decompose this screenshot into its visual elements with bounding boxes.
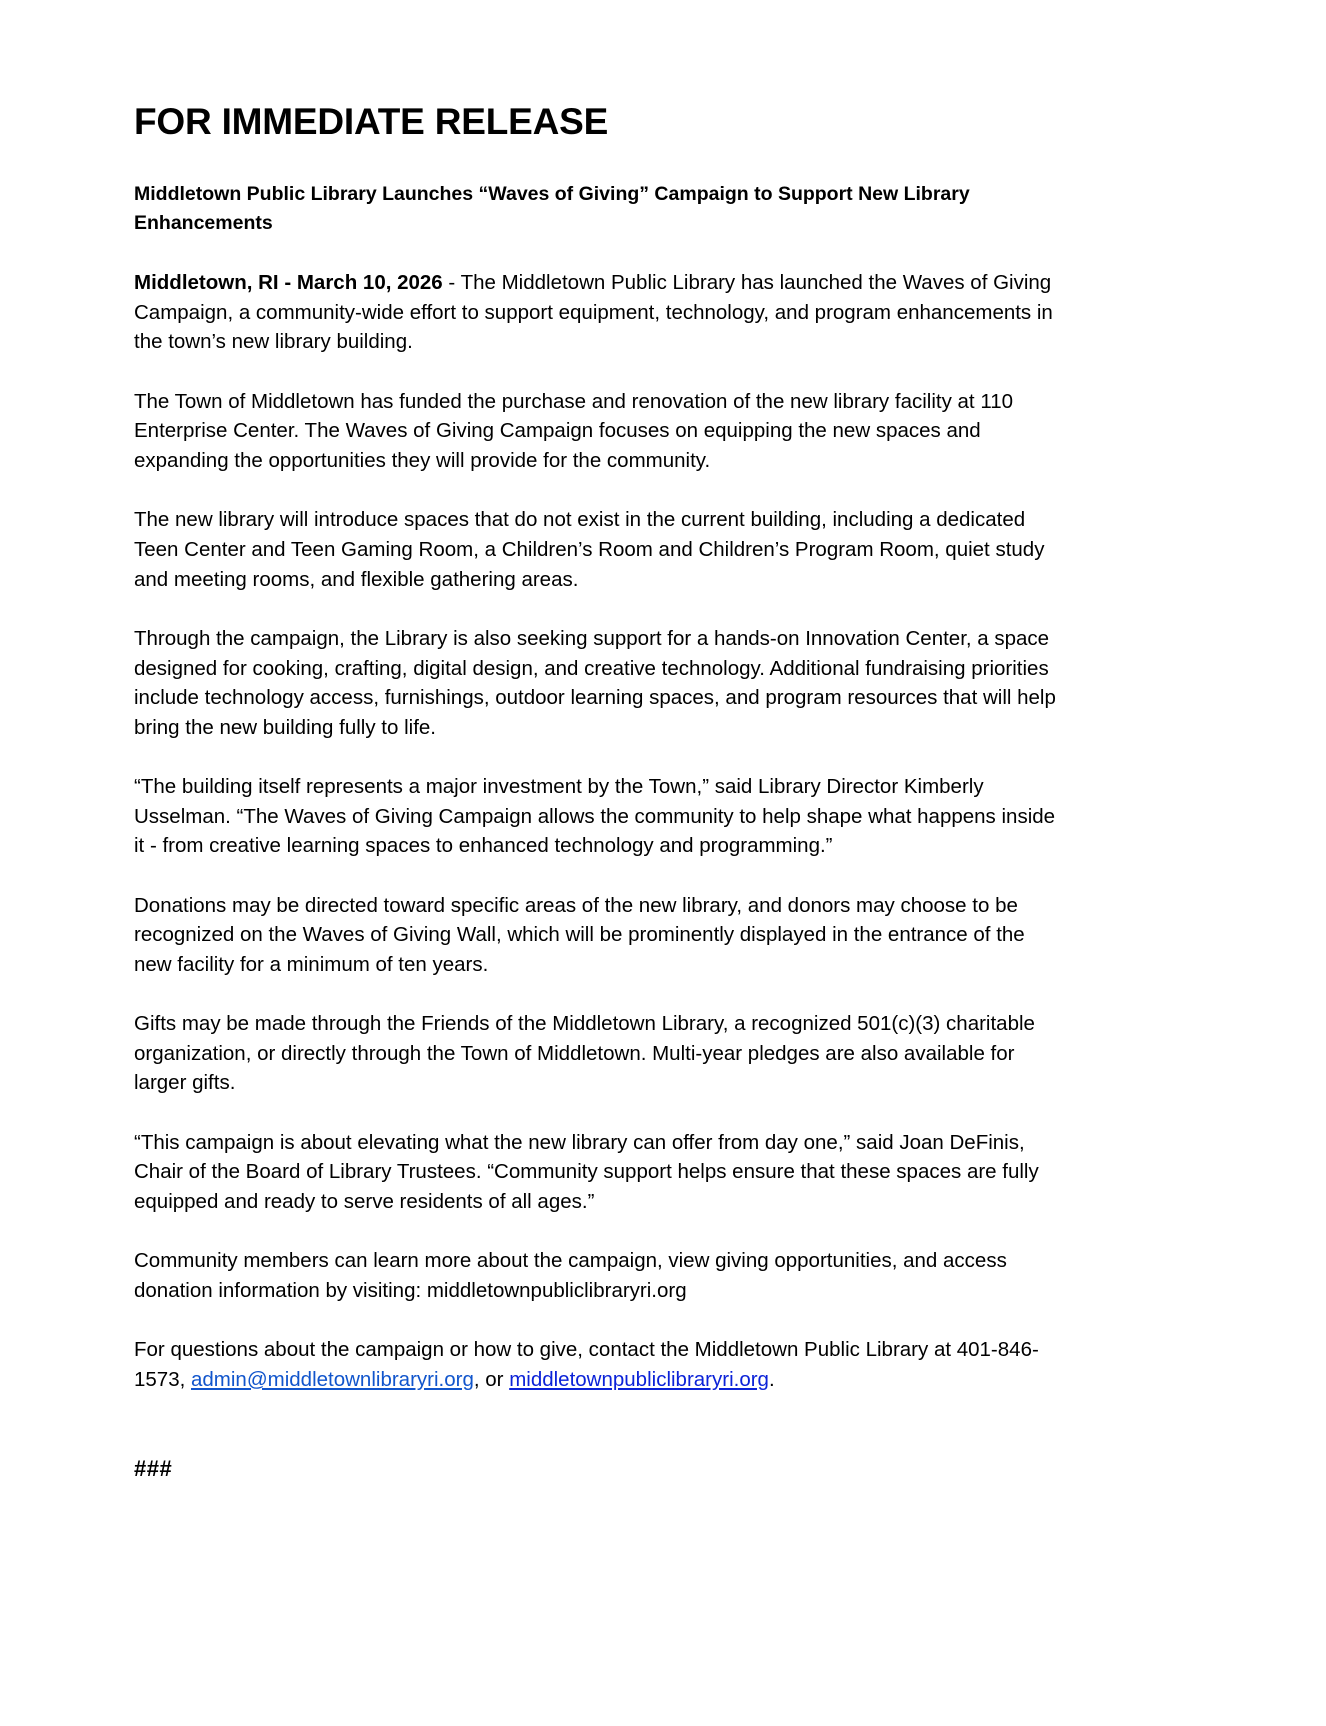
contact-trailing-text: . bbox=[768, 1367, 775, 1391]
email-link[interactable]: admin@middletownlibraryri.org bbox=[191, 1367, 474, 1391]
paragraph-contact bbox=[134, 1335, 1064, 1394]
lead-paragraph bbox=[134, 268, 1064, 357]
paragraph-innovation-center: Through the campaign, the Library is also seeking support for a hands-on Innovation Center, a space designed for cooking, crafting, digital design, and creative technology. Additional fundraising priorities include technology access, furnishings, outdoor learning spaces, and program resources that will help bring the new building fully to life. bbox=[134, 627, 1056, 739]
contact-separator-text: , or bbox=[473, 1367, 510, 1391]
paragraph-new-spaces: The new library will introduce spaces that do not exist in the current building, including a dedicated Teen Center and Teen Gaming Room, a Children’s Room and Children’s Program Room, quiet study and meeting rooms, and flexible gathering areas. bbox=[134, 508, 1045, 591]
paragraph-donations: Donations may be directed toward specific areas of the new library, and donors may choose to be recognized on the Waves of Giving Wall, which will be prominently displayed in the entrance of the new facility for a minimum of ten years. bbox=[134, 893, 1025, 976]
paragraph-director-quote: “The building itself represents a major investment by the Town,” said Library Director Kimberly Usselman. “The Waves of Giving Campaign allows the community to help shape what happens inside it - from creative learning spaces to enhanced technology and programming.” bbox=[134, 775, 1056, 858]
website-link[interactable]: middletownpubliclibraryri.org bbox=[509, 1367, 769, 1391]
page-title: FOR IMMEDIATE RELEASE bbox=[134, 101, 609, 142]
paragraph-gifts: Gifts may be made through the Friends of the Middletown Library, a recognized 501(c)(3) charitable organization, or directly through the Town of Middletown. Multi-year pledges are also available for larger gifts. bbox=[134, 1012, 1035, 1095]
dateline-separator: - bbox=[442, 271, 461, 295]
lead-body-text: The Middletown Public Library has launched the Waves of Giving Campaign, a community-wide effort to support equipment, technology, and program enhancements in the town’s new library building. bbox=[134, 271, 1053, 354]
document-content bbox=[134, 100, 1064, 1485]
paragraph-trustee-quote: “This campaign is about elevating what the new library can offer from day one,” said Joan DeFinis, Chair of the Board of Library Trustees. “Community support helps ensure that these spaces are fully equipped and ready to serve residents of all ages.” bbox=[134, 1130, 1039, 1213]
paragraph-learn-more: Community members can learn more about the campaign, view giving opportunities, and access donation information by visiting: middletownpubliclibraryri.org bbox=[134, 1249, 1007, 1302]
dateline: Middletown, RI - March 10, 2026 bbox=[134, 271, 443, 295]
headline: Middletown Public Library Launches “Waves of Giving” Campaign to Support New Library Enhancements bbox=[134, 182, 970, 234]
end-marker: ### bbox=[134, 1456, 173, 1482]
paragraph-funding: The Town of Middletown has funded the purchase and renovation of the new library facility at 110 Enterprise Center. The Waves of Giving Campaign focuses on equipping the new spaces and expanding the opportunities they will provide for the community. bbox=[134, 389, 1013, 472]
contact-lead-text: For questions about the campaign or how to give, contact the Middletown Public Library at 401-846-1573, bbox=[134, 1338, 1039, 1391]
